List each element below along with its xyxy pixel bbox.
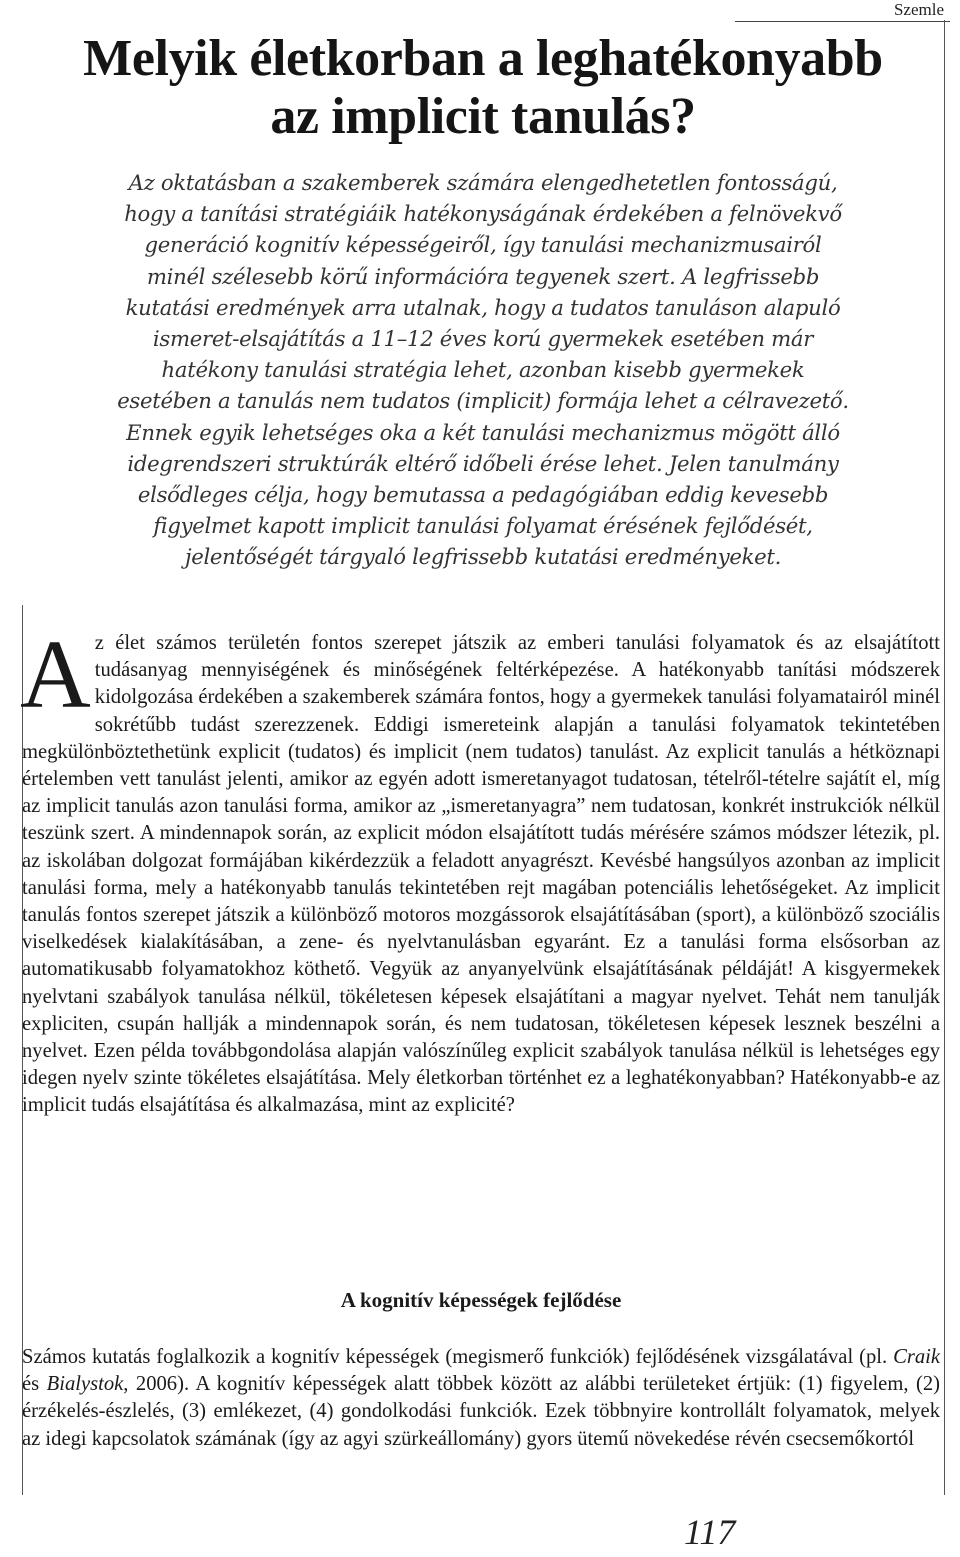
intro-paragraph [20, 621, 940, 1120]
citation-author-2: Bialystok [46, 1373, 124, 1396]
section-heading: A kognitív képességek fejlődése [340, 1288, 622, 1312]
abstract-line: Ennek egyik lehetséges oka a két tanulási mechanizmus mögött álló [126, 419, 840, 445]
section-text-1: Számos kutatás foglalkozik a kognitív képességek (megismerő funkciók) fejlődésének vizsgálatával (pl. [22, 1346, 894, 1368]
abstract-line: generáció kognitív képességeiről, így tanulási mechanizmusairól [144, 232, 822, 258]
abstract-line: figyelmet kapott implicit tanulási folyamat érésének fejlődését, [153, 513, 813, 539]
page-number: 117 [684, 1512, 736, 1552]
section-text-2: és [22, 1373, 47, 1396]
abstract [22, 167, 944, 573]
abstract-line: hogy a tanítási stratégiáik hatékonyságának érdekében a felnövekvő [124, 201, 842, 227]
title-line-1: Melyik életkorban a leghatékonyabb [83, 30, 883, 87]
abstract-line: idegrendszeri struktúrák eltérő időbeli érése lehet. Jelen tanulmány [127, 450, 839, 476]
title-line-2: az implicit tanulás? [270, 88, 696, 145]
abstract-line: minél szélesebb körű információra tegyenek szert. A legfrissebb [146, 263, 820, 289]
abstract-line: hatékony tanulási stratégia lehet, azonban kisebb gyermekek [161, 357, 805, 383]
citation-author-1: Craik [893, 1346, 940, 1368]
right-margin-rule [944, 20, 945, 1495]
intro-text: z élet számos területén fontos szerepet játszik az emberi tanulási folyamatok és az elsajátított tudásanyag mennyiségének és minőségének feltérképezése. A hatékonyabb tanítási módszerek kidolgozása érdekében a szakemberek számára fontos, hogy a gyermekek tanulási folyamatairól minél sokrétűbb tudást szerezzenek. Eddigi ismereteink alapján a tanulási folyamatok tekintetében megkülönböztethetünk explicit (tudatos) és implicit (nem tudatos) tanulást. Az explicit tanulás a hétköznapi értelemben vett tanulást jelenti, amikor az egyén adott ismeretanyagot tudatosan, tételről-tételre sajátít el, míg az implicit tanulás azon tanulási forma, amikor az „ismeretanyagra” nem tudatosan, konkrét instrukciók nélkül teszünk szert. A mindennapok során, az explicit módon elsajátított tudás mérésére számos módszer létezik, pl. az iskolában dolgozat formájában kikérdezzük a feladott anyagrészt. Kevésbé hangsúlyos azonban az implicit tanulási forma, mely a hatékonyabb tanulás tekintetében rejt magában potenciális lehetőségeket. Az implicit tanulás fontos szerepet játszik a különböző motoros mozgássorok elsajátításában (sport), a különböző szociális viselkedések kialakításában, a zene- és nyelvtanulásban egyaránt. Ez a tanulási forma elsősorban az automatikusabb folyamatokhoz köthető. Vegyük az anyanyelvünk elsajátításának példáját! A kisgyermekek nyelvtani szabályok tanulása nélkül, tökéletesen képesek elsajátítani a magyar nyelvet. Tehát nem tanulják expliciten, csupán hallják a mindennapok során, és nem tudatosan, tökéletesen képesek lesznek beszélni a nyelvet. Ezen példa továbbgondolása alapján valószínűleg explicit szabályok tanulása nélkül is lehetséges egy idegen nyelv szinte tökéletes elsajátítása. Mely életkorban történhet ez a leghatékonyabban? Hatékonyabb-e az implicit tudás elsajátítása és alkalmazása, mint az explicité? [22, 632, 940, 1117]
drop-cap: A [20, 621, 91, 729]
abstract-line: Az oktatásban a szakemberek számára elengedhetetlen fontosságú, [128, 170, 838, 195]
section-paragraph [22, 1344, 940, 1453]
header-rule [735, 21, 950, 22]
abstract-line: esetében a tanulás nem tudatos (implicit) formája lehet a célravezető. [117, 388, 849, 414]
abstract-line: jelentőségét tárgyaló legfrissebb kutatási eredményeket. [184, 544, 782, 570]
section-text-3: , 2006). A kognitív képességek alatt többek között az alábbi területeket értjük: (1) figyelem, (2) érzékelés-észlelés, (3) emlékezet, (4) gondolkodási funkciók. Ezek többnyire kontrollált folyamatok, melyek az idegi kapcsolatok számának (így az agyi szürkeállomány) gyors ütemű növekedése révén csecsemőkortól [22, 1373, 940, 1450]
section-label: Szemle [893, 0, 944, 19]
abstract-line: ismeret-elsajátítás a 11–12 éves korú gyermekek esetében már [152, 326, 814, 352]
abstract-line: kutatási eredmények arra utalnak, hogy a tudatos tanuláson alapuló [125, 294, 841, 320]
article-title [22, 30, 944, 146]
abstract-line: elsődleges célja, hogy bemutassa a pedagógiában eddig kevesebb [137, 482, 829, 508]
